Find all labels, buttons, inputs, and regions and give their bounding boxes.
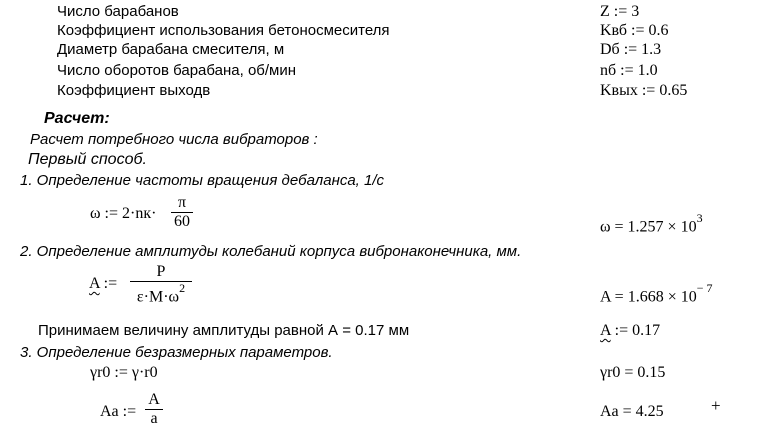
omega-definition-lhs: ω := 2·nк· bbox=[90, 205, 157, 222]
accept-amplitude-text: Принимаем величину амплитуды равной А = 0.17 мм bbox=[38, 322, 410, 339]
param-label-nb: Число оборотов барабана, об/мин bbox=[57, 62, 297, 79]
param-label-kvyh: Коэффициент выходв bbox=[57, 82, 211, 99]
param-label-kvb: Коэффициент использования бетоносмесителя bbox=[57, 22, 390, 39]
aa-result: Aa = 4.25 bbox=[600, 403, 664, 420]
step2-title: 2. Определение амплитуды колебаний корпуса вибронаконечника, мм. bbox=[20, 243, 522, 260]
gamma-definition: γr0 := γ·r0 bbox=[90, 364, 158, 381]
assign-operator: := bbox=[99, 275, 118, 292]
omega-result bbox=[600, 211, 703, 236]
omega-fraction-numerator: π bbox=[177, 194, 187, 211]
amplitude-denominator-main: ε·M·ω bbox=[136, 288, 180, 306]
crosshair-cursor-icon: + bbox=[711, 396, 721, 415]
param-label-z: Число барабанов bbox=[57, 3, 179, 20]
omega-fraction-denominator: 60 bbox=[174, 213, 190, 230]
gamma-result: γr0 = 0.15 bbox=[600, 364, 666, 381]
param-expr-kvyh: Kвых := 0.65 bbox=[600, 82, 688, 99]
step3-title: 3. Определение безразмерных параметров. bbox=[20, 344, 333, 361]
amplitude-result bbox=[600, 281, 713, 306]
param-label-db: Диаметр барабана смесителя, м bbox=[57, 41, 285, 58]
accept-amplitude-variable: A bbox=[600, 322, 611, 339]
amplitude-denominator-exponent: 2 bbox=[179, 281, 186, 295]
param-expr-db: Dб := 1.3 bbox=[600, 41, 662, 58]
step1-title: 1. Определение частоты вращения дебаланса, 1/с bbox=[20, 172, 385, 189]
aa-fraction-denominator: a bbox=[150, 410, 158, 427]
amplitude-variable: A bbox=[89, 275, 100, 292]
amplitude-fraction bbox=[130, 263, 192, 306]
heading-method1: Первый способ. bbox=[28, 151, 147, 168]
heading-vibrators: Расчет потребного числа вибраторов : bbox=[30, 131, 318, 148]
heading-calc: Расчет: bbox=[44, 110, 110, 127]
aa-fraction-numerator: A bbox=[148, 391, 160, 408]
param-expr-z: Z := 3 bbox=[600, 3, 640, 20]
omega-result-exponent: 3 bbox=[696, 211, 703, 225]
omega-result-mantissa: ω = 1.257 × 10 bbox=[600, 218, 697, 236]
aa-definition-lhs: Aa := bbox=[100, 403, 137, 420]
amplitude-fraction-denominator bbox=[130, 282, 192, 306]
accept-amplitude-expr bbox=[600, 322, 660, 340]
amplitude-result-exponent: − 7 bbox=[696, 281, 713, 295]
omega-fraction bbox=[171, 194, 193, 231]
param-expr-nb: nб := 1.0 bbox=[600, 62, 658, 79]
accept-amplitude-value: := 0.17 bbox=[610, 322, 661, 339]
amplitude-definition-lhs bbox=[89, 275, 117, 293]
aa-fraction bbox=[145, 391, 163, 428]
amplitude-result-mantissa: A = 1.668 × 10 bbox=[600, 288, 697, 306]
amplitude-fraction-numerator: P bbox=[156, 263, 166, 280]
param-expr-kvb: Kвб := 0.6 bbox=[600, 22, 669, 39]
